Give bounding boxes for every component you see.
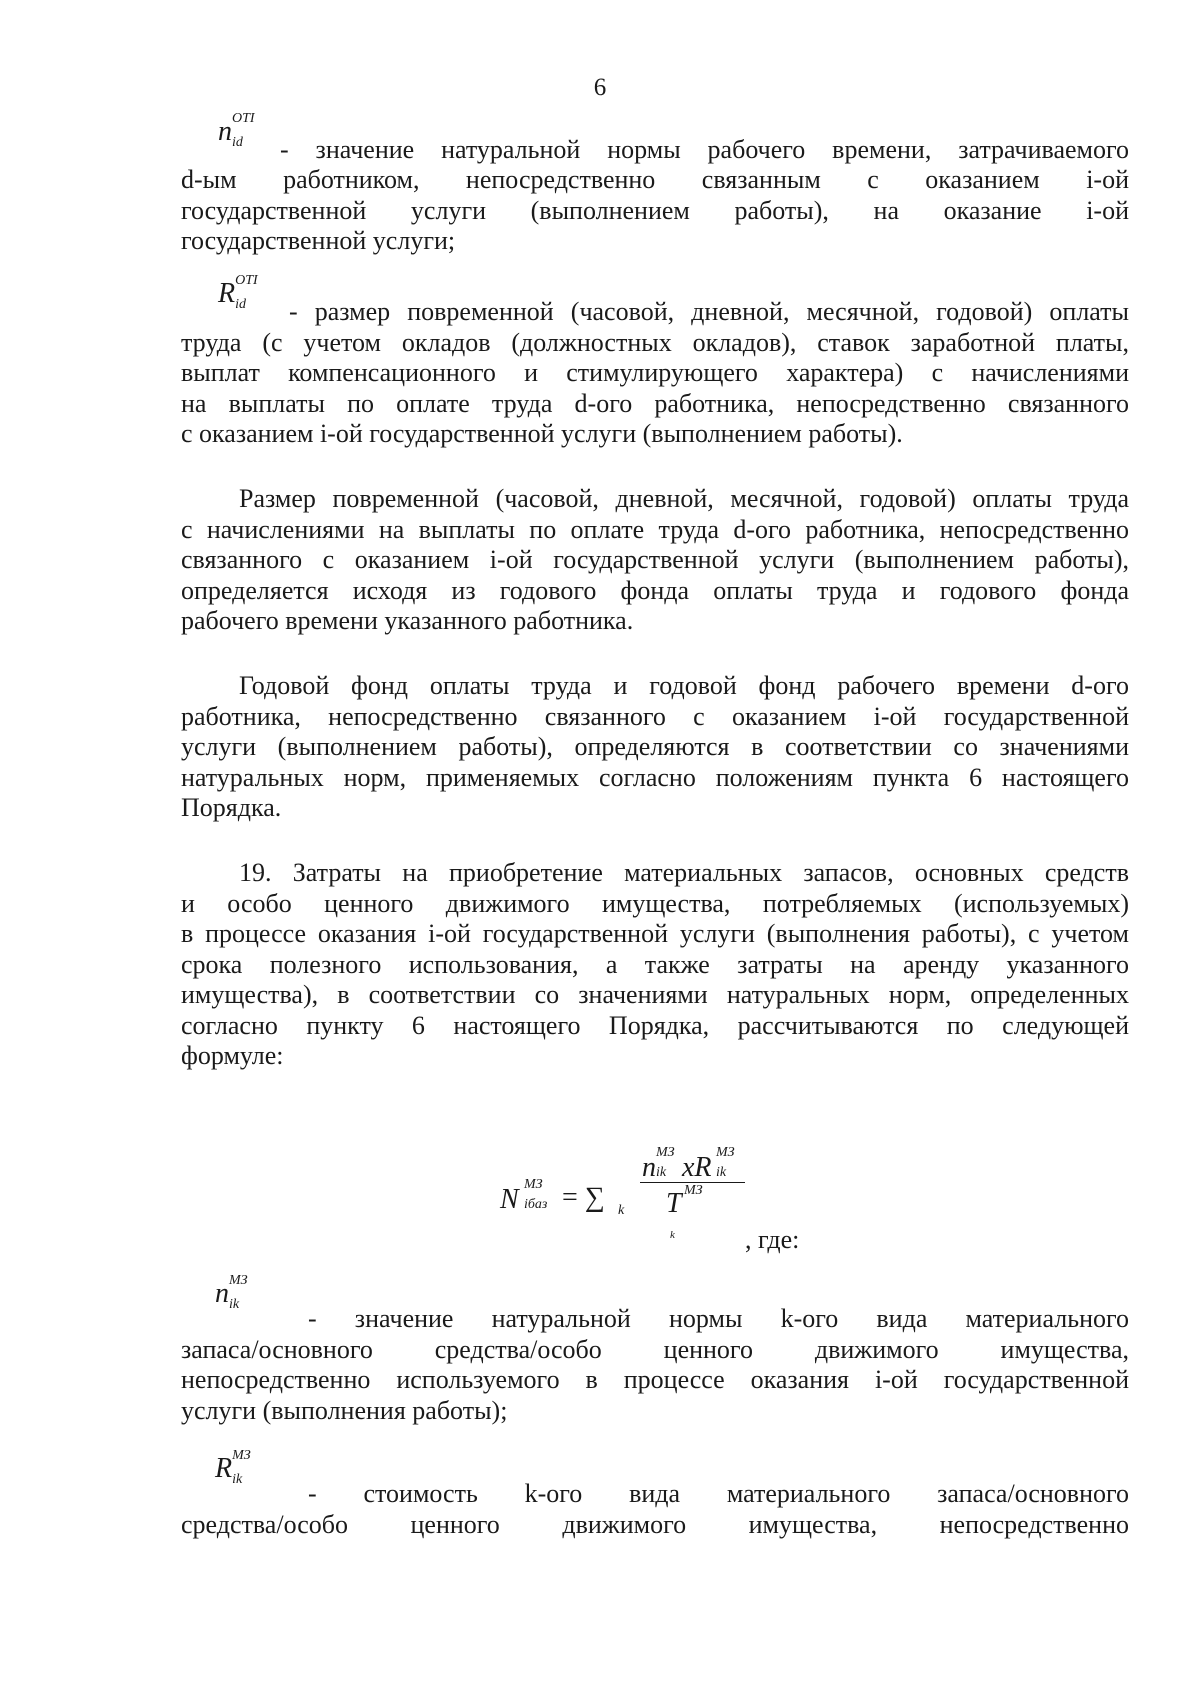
para3-line6: согласно пункту 6 настоящего Порядка, рассчитываются по следующей — [181, 1011, 1129, 1040]
def2-line2: труда (с учетом окладов (должностных окладов), ставок заработной платы, — [181, 328, 1129, 357]
def2-line4: на выплаты по оплате труда d-ого работника, непосредственно связанного — [181, 389, 1129, 418]
formula-den-sup: МЗ — [684, 1183, 703, 1198]
def3-line1: - значение натуральной нормы k-ого вида материального — [308, 1304, 1129, 1333]
def3-line2: запаса/основного средства/особо ценного движимого имущества, — [181, 1335, 1129, 1364]
def1-line2: d-ым работником, непосредственно связанным с оказанием i-ой — [181, 165, 1129, 194]
def2-line3: выплат компенсационного и стимулирующего характера) с начислениями — [181, 358, 1129, 387]
para3-line3: в процессе оказания i-ой государственной услуги (выполнения работы), с учетом — [181, 919, 1129, 948]
formula-num-mid: xR — [682, 1152, 712, 1183]
para3-line7: формуле: — [181, 1041, 284, 1070]
para2-line4: натуральных норм, применяемых согласно положениям пункта 6 настоящего — [181, 763, 1129, 792]
formula-where: , где: — [745, 1225, 800, 1254]
formula-num-sup2: МЗ — [716, 1145, 735, 1160]
def3-line3: непосредственно используемого в процессе оказания i-ой государственной — [181, 1365, 1129, 1394]
para1-line3: связанного с оказанием i-ой государственной услуги (выполнением работы), — [181, 545, 1129, 574]
def1-line1: - значение натуральной нормы рабочего времени, затрачиваемого — [280, 135, 1129, 164]
formula — [490, 1145, 770, 1270]
para1-line2: с начислениями на выплаты по оплате труда d-ого работника, непосредственно — [181, 515, 1129, 544]
para1-line1: Размер повременной (часовой, дневной, месячной, годовой) оплаты труда — [239, 484, 1129, 513]
def4-line2: средства/особо ценного движимого имущества, непосредственно — [181, 1510, 1129, 1539]
formula-num-sup1: МЗ — [656, 1145, 675, 1160]
para1-line5: рабочего времени указанного работника. — [181, 606, 634, 635]
def3-line4: услуги (выполнения работы); — [181, 1396, 508, 1425]
para2-line1: Годовой фонд оплаты труда и годовой фонд рабочего времени d-ого — [239, 671, 1129, 700]
def2-line5: с оказанием i-ой государственной услуги (выполнением работы). — [181, 419, 903, 448]
formula-den-t: T — [666, 1188, 682, 1219]
formula-lhs-sub: iбаз — [524, 1197, 548, 1212]
formula-sum-sub: k — [618, 1203, 625, 1218]
formula-num-sub2: ik — [716, 1165, 727, 1180]
symbol-r-mz: R МЗ ik — [215, 1448, 251, 1487]
def4-line1: - стоимость k-ого вида материального запаса/основного — [308, 1479, 1129, 1508]
symbol-n-oti: n OTI id — [218, 111, 255, 150]
para1-line4: определяется исходя из годового фонда оплаты труда и годового фонда — [181, 576, 1129, 605]
para3-line1: 19. Затраты на приобретение материальных запасов, основных средств — [239, 858, 1129, 887]
formula-lhs: N — [500, 1184, 519, 1215]
para3-line2: и особо ценного движимого имущества, потребляемых (используемых) — [181, 889, 1129, 918]
para3-line5: имущества), в соответствии со значениями натуральных норм, определенных — [181, 980, 1129, 1009]
formula-lhs-sup: МЗ — [524, 1177, 543, 1192]
formula-num-sub1: ik — [656, 1165, 667, 1180]
formula-num-n: n — [642, 1152, 656, 1183]
symbol-r-oti: R OTI id — [218, 273, 258, 312]
def1-line4: государственной услуги; — [181, 226, 456, 255]
para2-line5: Порядка. — [181, 793, 282, 822]
page-number: 6 — [593, 74, 607, 101]
symbol-n-mz: n МЗ ik — [215, 1273, 248, 1312]
para2-line3: услуги (выполнением работы), определяются в соответствии со значениями — [181, 732, 1129, 761]
def1-line3: государственной услуги (выполнением работы), на оказание i-ой — [181, 196, 1129, 225]
para2-line2: работника, непосредственно связанного с оказанием i-ой государственной — [181, 702, 1129, 731]
def2-line1: - размер повременной (часовой, дневной, месячной, годовой) оплаты — [289, 297, 1129, 326]
formula-den-sub: k — [670, 1229, 675, 1241]
para3-line4: срока полезного использования, а также затраты на аренду указанного — [181, 950, 1129, 979]
formula-eq-sum: = ∑ — [562, 1182, 605, 1213]
